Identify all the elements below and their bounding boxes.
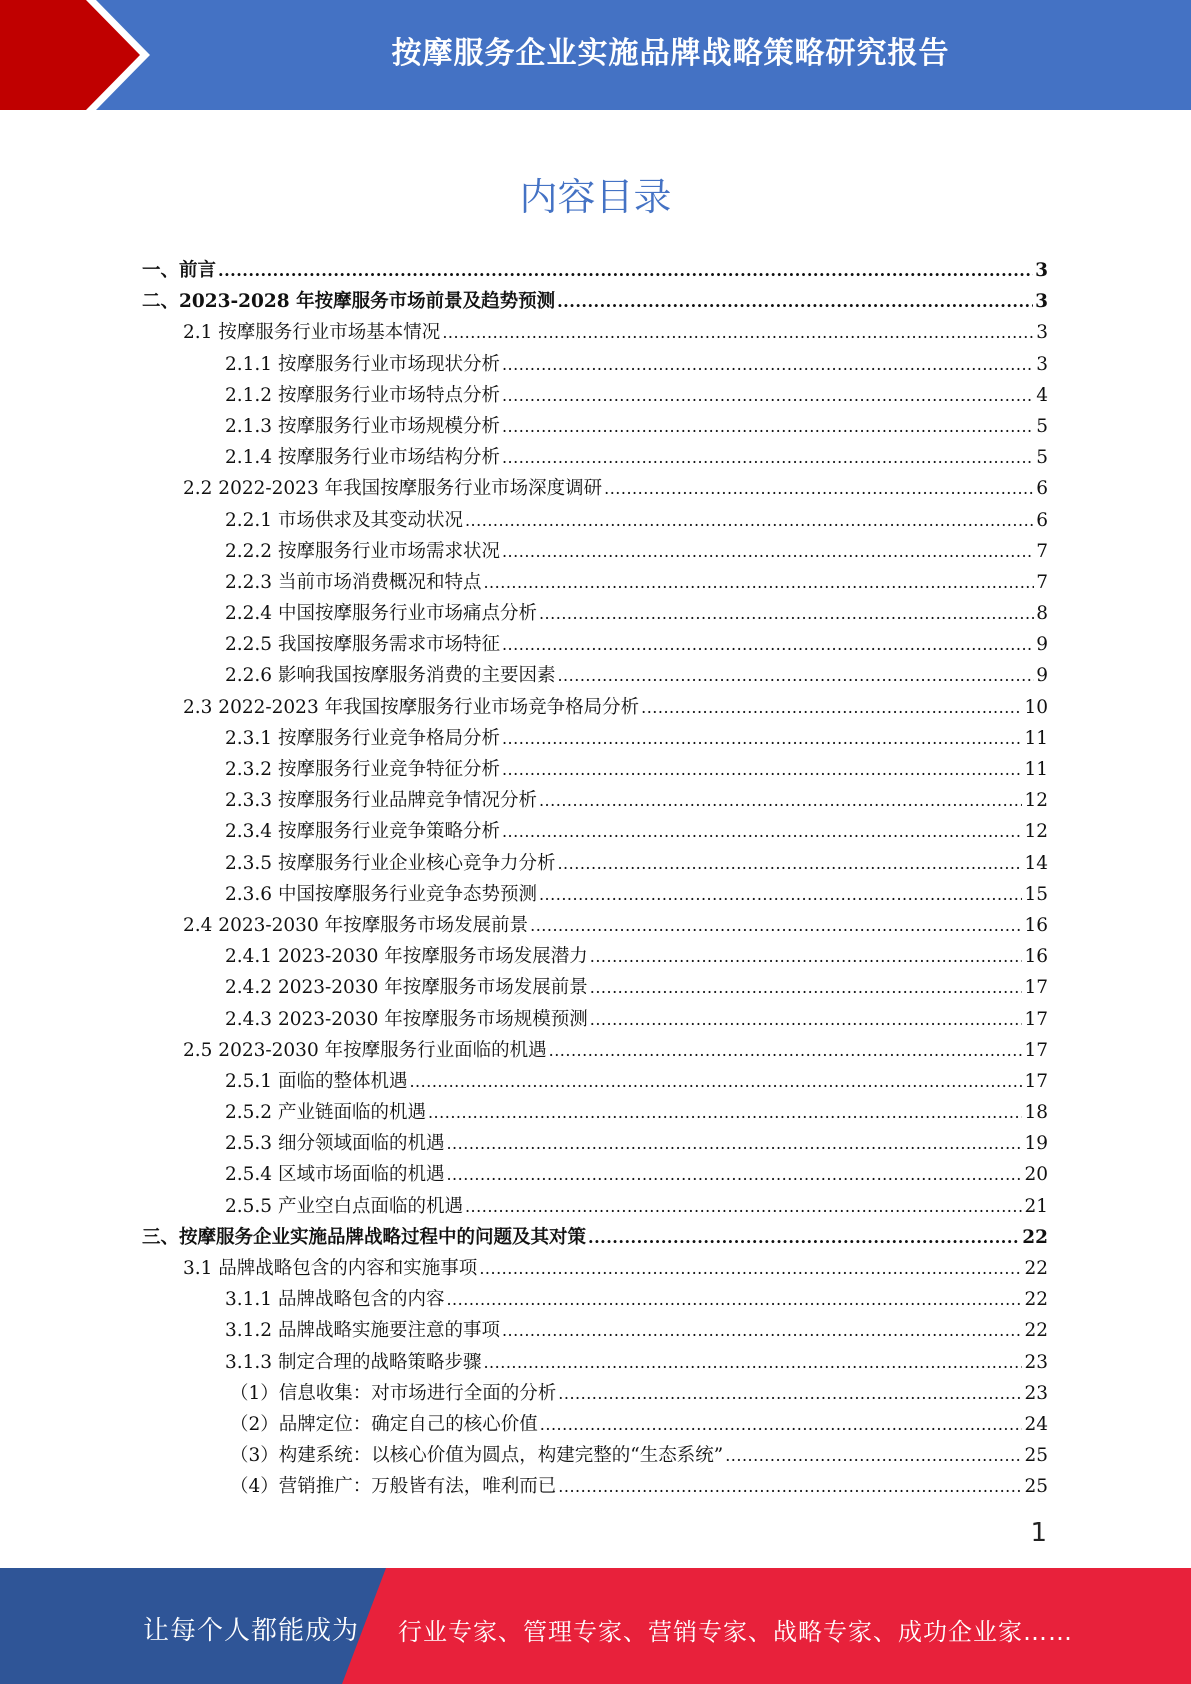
footer-slogan-right: 行业专家、管理专家、营销专家、战略专家、成功企业家……: [398, 1618, 1073, 1646]
toc-entry[interactable]: [142, 1222, 1048, 1253]
toc-entry-title: 3.1.3 制定合理的战略策略步骤: [225, 1351, 482, 1373]
toc-entry-page: 22: [1024, 1258, 1048, 1279]
toc-entry[interactable]: [142, 1191, 1048, 1222]
toc-entry-page: 17: [1024, 1070, 1048, 1092]
toc-entry-page: 19: [1024, 1133, 1048, 1155]
toc-heading: 内容目录: [519, 175, 672, 219]
toc-entry-page: 12: [1024, 790, 1048, 812]
toc-entry[interactable]: [142, 1035, 1048, 1066]
toc-leader-dots: [218, 255, 1033, 286]
toc-entry-page: 22: [1022, 1226, 1048, 1248]
toc-entry[interactable]: [142, 255, 1048, 286]
toc-entry-title: 2.5.4 区域市场面临的机遇: [225, 1164, 445, 1186]
toc-entry[interactable]: [142, 1378, 1048, 1409]
toc-entry-page: 11: [1024, 759, 1048, 780]
toc-entry[interactable]: [142, 1284, 1048, 1315]
toc-entry[interactable]: [142, 598, 1048, 629]
toc-entry[interactable]: [142, 473, 1048, 504]
toc-leader-dots: [590, 941, 1023, 972]
toc-entry-page: 10: [1024, 696, 1048, 718]
toc-leader-dots: [446, 1159, 1022, 1190]
toc-leader-dots: [539, 598, 1034, 629]
page-number: 1: [1030, 1518, 1047, 1548]
toc-entry[interactable]: [142, 754, 1048, 785]
toc-entry-page: 9: [1036, 634, 1048, 656]
toc-entry-title: 2.3 2022-2023 年我国按摩服务行业市场竞争格局分析: [183, 696, 640, 718]
toc-entry[interactable]: [142, 1159, 1048, 1190]
toc-entry-page: 7: [1036, 540, 1048, 562]
toc-leader-dots: [502, 723, 1022, 754]
toc-leader-dots: [446, 1128, 1022, 1159]
toc-leader-dots: [502, 349, 1034, 380]
toc-entry-page: 12: [1024, 821, 1048, 843]
toc-leader-dots: [483, 567, 1034, 598]
toc-entry[interactable]: [142, 785, 1048, 816]
toc-entry[interactable]: [142, 629, 1048, 660]
toc-entry-title: 2.1.2 按摩服务行业市场特点分析: [225, 384, 500, 406]
toc-entry-title: 2.2.2 按摩服务行业市场需求状况: [225, 540, 500, 562]
toc-leader-dots: [641, 692, 1022, 723]
footer-slogan-left: 让每个人都能成为: [143, 1616, 360, 1646]
toc-entry[interactable]: [142, 848, 1048, 879]
toc-leader-dots: [590, 972, 1023, 1003]
toc-entry[interactable]: [142, 1471, 1048, 1502]
toc-leader-dots: [465, 505, 1034, 536]
header-banner: [0, 0, 1191, 110]
toc-leader-dots: [502, 411, 1034, 442]
toc-leader-dots: [539, 879, 1022, 910]
toc-entry-title: 2.3.2 按摩服务行业竞争特征分析: [225, 759, 500, 780]
toc-entry[interactable]: [142, 972, 1048, 1003]
toc-entry-title: 2.1.1 按摩服务行业市场现状分析: [225, 353, 500, 375]
toc-entry[interactable]: [142, 1409, 1048, 1440]
toc-leader-dots: [557, 660, 1034, 691]
toc-entry[interactable]: [142, 1440, 1048, 1471]
toc-entry-page: 3: [1036, 353, 1048, 375]
toc-entry-page: 24: [1024, 1413, 1048, 1435]
toc-entry-page: 22: [1024, 1289, 1048, 1311]
toc-entry-page: 25: [1024, 1445, 1048, 1467]
toc-entry-title: 2.4.3 2023-2030 年按摩服务市场规模预测: [225, 1008, 588, 1030]
toc-leader-dots: [539, 785, 1022, 816]
toc-entry-page: 23: [1024, 1382, 1048, 1404]
footer-banner: [0, 1568, 1191, 1684]
toc-leader-dots: [409, 1066, 1022, 1097]
toc-entry-page: 15: [1024, 883, 1048, 905]
toc-entry-page: 17: [1024, 1008, 1048, 1030]
toc-entry-page: 16: [1024, 914, 1048, 936]
toc-entry-page: 20: [1024, 1164, 1048, 1186]
toc-entry-title: 2.5.3 细分领域面临的机遇: [225, 1133, 445, 1155]
toc-entry[interactable]: [142, 536, 1048, 567]
toc-entry-page: 4: [1036, 384, 1048, 406]
toc-entry-page: 5: [1036, 447, 1048, 469]
toc-entry[interactable]: [142, 380, 1048, 411]
toc-entry-title: 2.3.3 按摩服务行业品牌竞争情况分析: [225, 790, 537, 812]
toc-entry-page: 18: [1024, 1102, 1048, 1124]
toc-entry-title: （2）品牌定位：确定自己的核心价值: [230, 1413, 538, 1435]
toc-entry-title: 2.5.5 产业空白点面临的机遇: [225, 1195, 463, 1217]
toc-entry-page: 8: [1036, 603, 1048, 625]
toc-entry-page: 16: [1024, 946, 1048, 968]
toc-leader-dots: [604, 473, 1034, 504]
toc-leader-dots: [502, 536, 1034, 567]
toc-entry-title: 2.4 2023-2030 年按摩服务市场发展前景: [183, 914, 529, 936]
toc-entry-title: 2.1.4 按摩服务行业市场结构分析: [225, 447, 500, 469]
toc-entry-title: 2.3.6 中国按摩服务行业竞争态势预测: [225, 883, 537, 905]
toc-leader-dots: [502, 442, 1034, 473]
toc-entry[interactable]: [142, 411, 1048, 442]
toc-entry-title: 2.5.2 产业链面临的机遇: [225, 1102, 426, 1124]
toc-entry-title: 3.1.2 品牌战略实施要注意的事项: [225, 1320, 500, 1342]
toc-entry[interactable]: [142, 1315, 1048, 1346]
toc-entry[interactable]: [142, 723, 1048, 754]
toc-entry[interactable]: [142, 349, 1048, 380]
toc-leader-dots: [446, 1284, 1022, 1315]
toc-entry[interactable]: [142, 567, 1048, 598]
header-chevron-red: [0, 0, 140, 110]
toc-entry-title: 二、2023-2028 年按摩服务市场前景及趋势预测: [142, 291, 556, 313]
toc-entry[interactable]: [142, 692, 1048, 723]
toc-entry-title: 2.2.6 影响我国按摩服务消费的主要因素: [225, 665, 556, 687]
toc-entry-page: 25: [1024, 1476, 1048, 1498]
toc-entry-title: 2.3.4 按摩服务行业竞争策略分析: [225, 821, 500, 843]
toc-entry[interactable]: [142, 1347, 1048, 1378]
toc-entry-page: 7: [1036, 571, 1048, 593]
toc-entry-title: 2.5.1 面临的整体机遇: [225, 1070, 408, 1092]
toc-entry-title: 三、按摩服务企业实施品牌战略过程中的问题及其对策: [142, 1226, 587, 1248]
toc-leader-dots: [558, 1471, 1022, 1502]
toc-entry-page: 6: [1036, 509, 1048, 531]
toc-entry-title: 2.3.1 按摩服务行业竞争格局分析: [225, 727, 500, 749]
toc-entry-title: 2.4.1 2023-2030 年按摩服务市场发展潜力: [225, 946, 588, 968]
toc-entry[interactable]: [142, 1253, 1048, 1284]
toc-leader-dots: [549, 1035, 1023, 1066]
toc-entry-title: 2.2.1 市场供求及其变动状况: [225, 509, 463, 531]
toc-entry-page: 17: [1024, 977, 1048, 999]
toc-entry[interactable]: [142, 1066, 1048, 1097]
toc-entry-page: 5: [1036, 415, 1048, 437]
toc-leader-dots: [502, 816, 1022, 847]
toc-entry-page: 23: [1024, 1351, 1048, 1373]
toc-entry-page: 9: [1036, 665, 1048, 687]
toc-entry-page: 11: [1024, 727, 1048, 749]
toc-leader-dots: [725, 1440, 1022, 1471]
toc-entry[interactable]: [142, 442, 1048, 473]
toc-entry[interactable]: [142, 941, 1048, 972]
toc-leader-dots: [442, 317, 1034, 348]
toc-entry-page: 3: [1036, 322, 1048, 344]
report-title: 按摩服务企业实施品牌战略策略研究报告: [391, 36, 950, 71]
toc-entry-title: 3.1 品牌战略包含的内容和实施事项: [183, 1258, 478, 1279]
toc-entry[interactable]: [142, 1097, 1048, 1128]
toc-entry-title: 2.4.2 2023-2030 年按摩服务市场发展前景: [225, 977, 588, 999]
toc-leader-dots: [588, 1222, 1020, 1253]
toc-entry-title: 2.2.4 中国按摩服务行业市场痛点分析: [225, 603, 537, 625]
toc-entry-title: 2.3.5 按摩服务行业企业核心竞争力分析: [225, 852, 556, 874]
toc-leader-dots: [479, 1253, 1022, 1284]
toc-leader-dots: [502, 380, 1034, 411]
toc-entry-title: 2.5 2023-2030 年按摩服务行业面临的机遇: [183, 1039, 547, 1061]
toc-leader-dots: [502, 754, 1022, 785]
toc-entry-page: 21: [1024, 1195, 1048, 1217]
toc-entry[interactable]: [142, 317, 1048, 348]
toc-entry-page: 22: [1024, 1320, 1048, 1342]
toc-leader-dots: [483, 1347, 1022, 1378]
toc-entry[interactable]: [142, 816, 1048, 847]
toc-entry-title: 一、前言: [142, 260, 217, 281]
toc-entry[interactable]: [142, 660, 1048, 691]
toc-entry-title: （1）信息收集：对市场进行全面的分析: [230, 1382, 557, 1404]
toc-leader-dots: [540, 1409, 1023, 1440]
toc-entry[interactable]: [142, 1004, 1048, 1035]
table-of-contents: [142, 255, 1048, 1503]
toc-leader-dots: [557, 286, 1033, 317]
toc-entry-title: 2.2.5 我国按摩服务需求市场特征: [225, 634, 500, 656]
toc-leader-dots: [502, 1315, 1022, 1346]
toc-entry[interactable]: [142, 505, 1048, 536]
toc-entry-page: 3: [1035, 260, 1048, 281]
toc-entry-page: 6: [1036, 478, 1048, 500]
toc-entry-page: 17: [1024, 1039, 1048, 1061]
toc-entry-title: 2.2 2022-2023 年我国按摩服务行业市场深度调研: [183, 478, 603, 500]
toc-leader-dots: [530, 910, 1022, 941]
toc-leader-dots: [465, 1191, 1022, 1222]
toc-entry-title: 3.1.1 品牌战略包含的内容: [225, 1289, 445, 1311]
toc-entry-title: （4）营销推广：万般皆有法，唯利而已: [230, 1476, 557, 1498]
toc-entry[interactable]: [142, 910, 1048, 941]
toc-leader-dots: [428, 1097, 1022, 1128]
toc-leader-dots: [558, 1378, 1022, 1409]
toc-entry[interactable]: [142, 286, 1048, 317]
toc-leader-dots: [502, 629, 1034, 660]
toc-entry-title: （3）构建系统：以核心价值为圆点，构建完整的“生态系统”: [230, 1445, 724, 1467]
toc-entry-page: 14: [1024, 852, 1048, 874]
toc-entry-title: 2.1 按摩服务行业市场基本情况: [183, 322, 441, 344]
toc-entry-page: 3: [1035, 291, 1048, 313]
toc-entry-title: 2.2.3 当前市场消费概况和特点: [225, 571, 482, 593]
toc-leader-dots: [557, 848, 1022, 879]
toc-entry[interactable]: [142, 879, 1048, 910]
toc-entry[interactable]: [142, 1128, 1048, 1159]
toc-entry-title: 2.1.3 按摩服务行业市场规模分析: [225, 415, 500, 437]
toc-leader-dots: [590, 1004, 1023, 1035]
